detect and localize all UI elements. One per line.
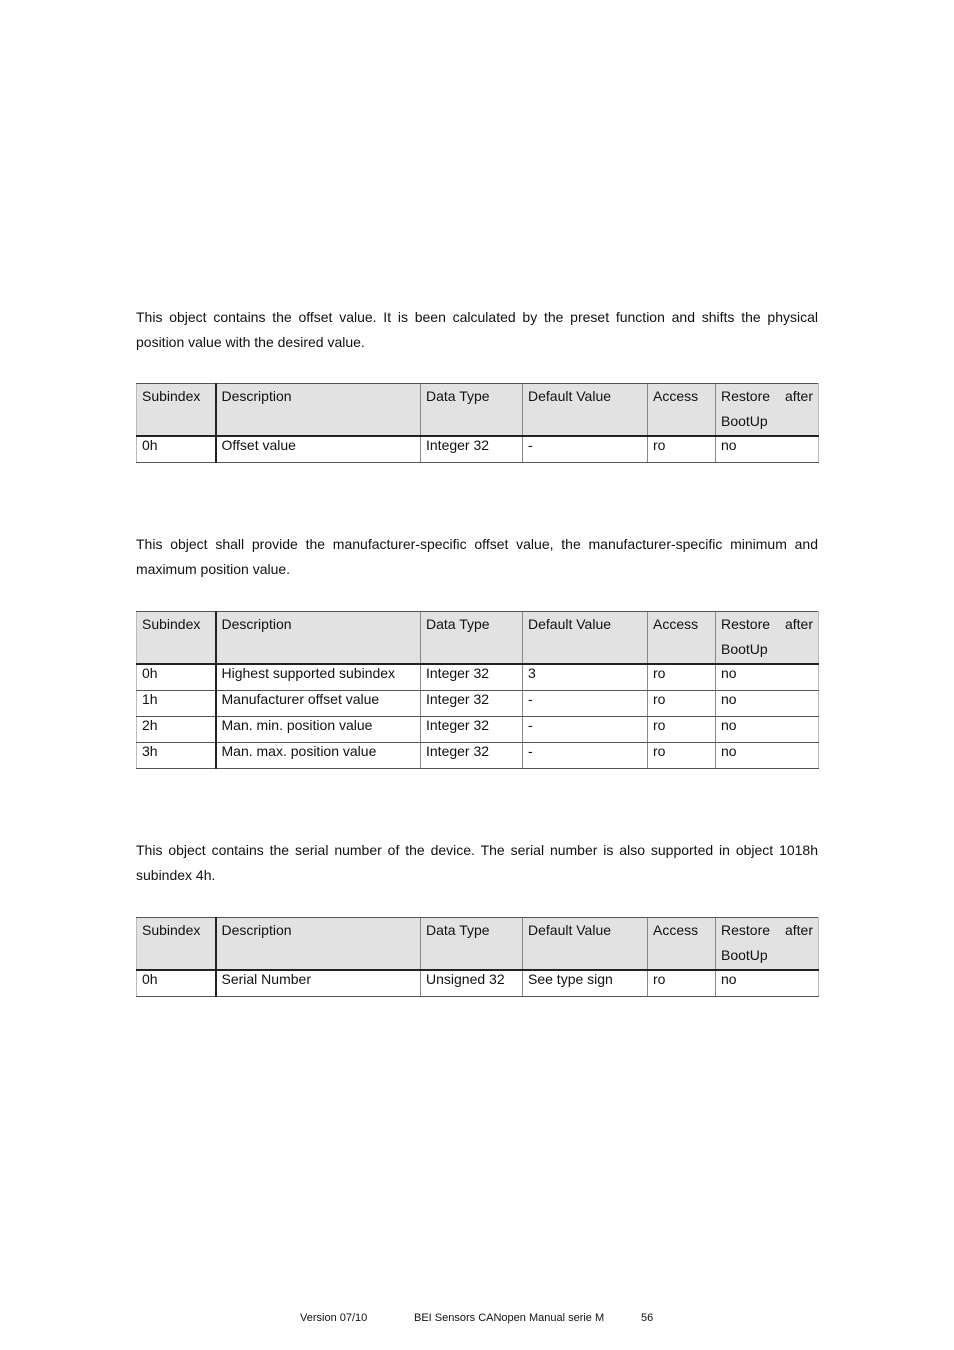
cell-default-value: - (523, 436, 648, 463)
cell-restore: no (716, 691, 819, 717)
cell-default-value: - (523, 691, 648, 717)
cell-subindex: 0h (137, 436, 216, 463)
cell-restore: no (716, 664, 819, 691)
cell-data-type: Integer 32 (421, 691, 523, 717)
cell-access: ro (648, 743, 716, 769)
header-data-type: Data Type (421, 384, 523, 437)
cell-access: ro (648, 691, 716, 717)
cell-restore: no (716, 717, 819, 743)
table-header-row (137, 384, 819, 437)
cell-data-type: Integer 32 (421, 664, 523, 691)
cell-restore: no (716, 436, 819, 463)
cell-access: ro (648, 717, 716, 743)
cell-default-value: 3 (523, 664, 648, 691)
cell-description: Man. max. position value (216, 743, 421, 769)
header-data-type: Data Type (421, 918, 523, 971)
manufacturer-offset-table (136, 611, 819, 769)
header-default-value: Default Value (523, 384, 648, 437)
cell-subindex: 3h (137, 743, 216, 769)
header-description: Description (216, 384, 421, 437)
table-row (137, 743, 819, 769)
cell-restore: no (716, 743, 819, 769)
header-access: Access (648, 384, 716, 437)
table-row (137, 970, 819, 997)
section-1-paragraph: This object contains the offset value. It is been calculated by the preset function and shifts the physical position value with the desired value. (136, 309, 818, 350)
footer-manual-title: BEI Sensors CANopen Manual serie M (414, 1312, 605, 1324)
table-row (137, 436, 819, 463)
header-default-value: Default Value (523, 612, 648, 665)
cell-default-value: - (523, 717, 648, 743)
cell-description: Offset value (216, 436, 421, 463)
header-restore: Restore after BootUp (716, 384, 819, 437)
header-restore: Restore after BootUp (716, 918, 819, 971)
header-default-value: Default Value (523, 918, 648, 971)
table-row (137, 691, 819, 717)
cell-subindex: 2h (137, 717, 216, 743)
cell-subindex: 1h (137, 691, 216, 717)
cell-access: ro (648, 436, 716, 463)
section-2-paragraph: This object shall provide the manufacturer-specific offset value, the manufacturer-specific minimum and maximum position value. (136, 536, 818, 577)
section-3-paragraph: This object contains the serial number of the device. The serial number is also supported in object 1018h subindex 4h. (136, 842, 818, 883)
table-row (137, 664, 819, 691)
cell-description: Man. min. position value (216, 717, 421, 743)
header-restore: Restore after BootUp (716, 612, 819, 665)
cell-access: ro (648, 970, 716, 997)
cell-data-type: Integer 32 (421, 717, 523, 743)
cell-description: Highest supported subindex (216, 664, 421, 691)
table-header-row (137, 612, 819, 665)
cell-access: ro (648, 664, 716, 691)
serial-number-table (136, 917, 819, 997)
cell-description: Manufacturer offset value (216, 691, 421, 717)
cell-data-type: Integer 32 (421, 436, 523, 463)
header-access: Access (648, 612, 716, 665)
header-subindex: Subindex (137, 384, 216, 437)
header-access: Access (648, 918, 716, 971)
header-subindex: Subindex (137, 918, 216, 971)
cell-default-value: See type sign (523, 970, 648, 997)
cell-restore: no (716, 970, 819, 997)
cell-data-type: Unsigned 32 (421, 970, 523, 997)
table-header-row (137, 918, 819, 971)
cell-subindex: 0h (137, 664, 216, 691)
offset-value-table (136, 383, 819, 463)
header-description: Description (216, 918, 421, 971)
cell-subindex: 0h (137, 970, 216, 997)
footer-version: Version 07/10 (300, 1312, 368, 1324)
table-row (137, 717, 819, 743)
header-data-type: Data Type (421, 612, 523, 665)
header-description: Description (216, 612, 421, 665)
cell-default-value: - (523, 743, 648, 769)
cell-data-type: Integer 32 (421, 743, 523, 769)
footer-page-number: 56 (641, 1312, 654, 1324)
header-subindex: Subindex (137, 612, 216, 665)
cell-description: Serial Number (216, 970, 421, 997)
